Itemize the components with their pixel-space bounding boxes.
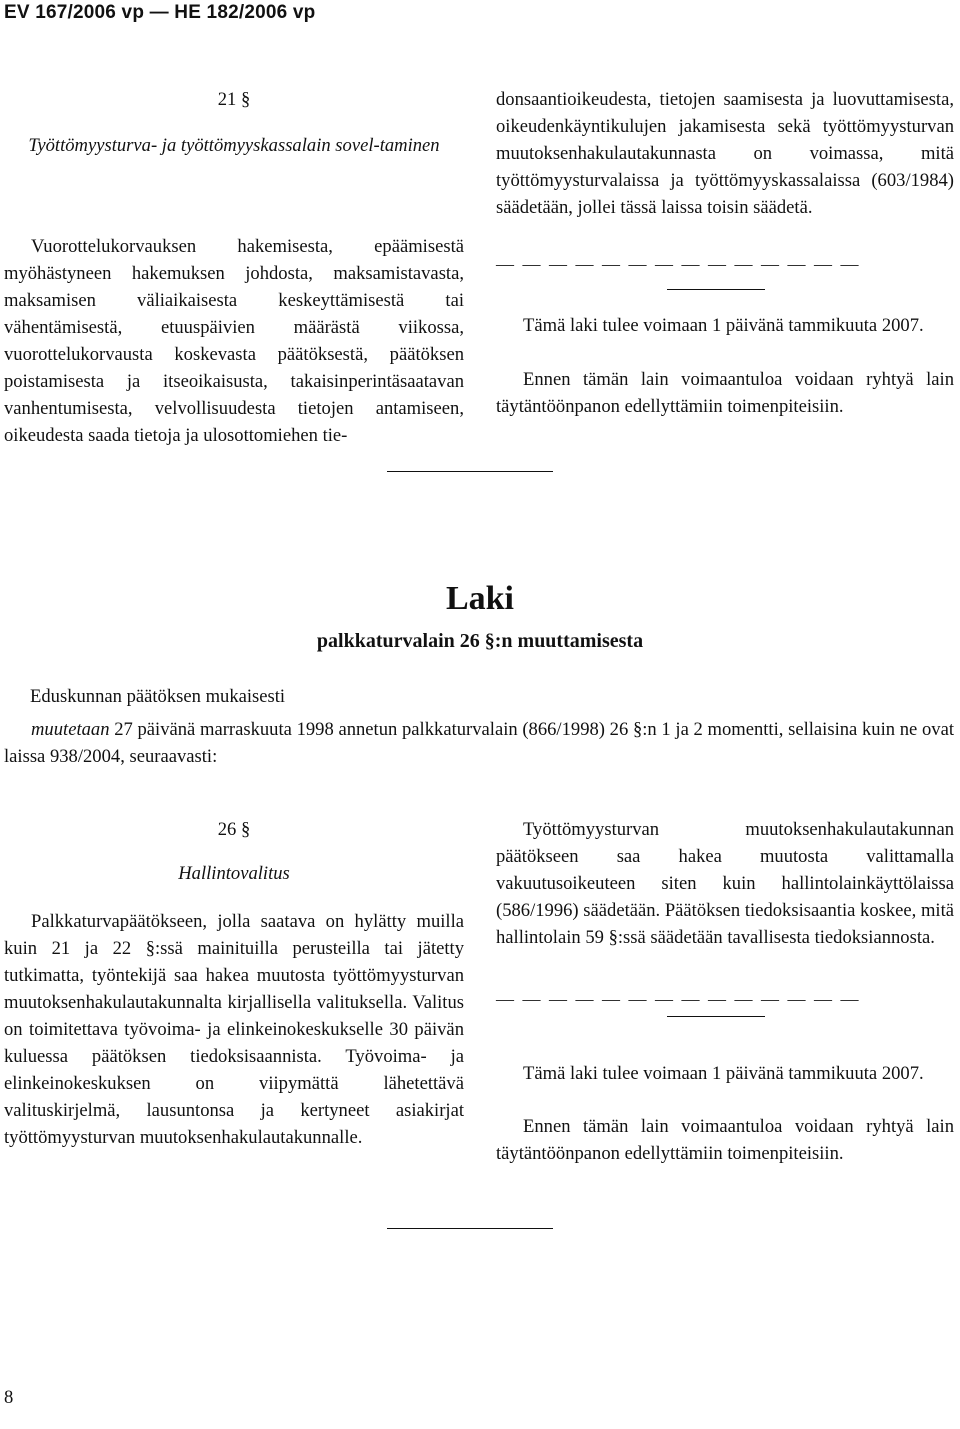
section-26-implementation: Ennen tämän lain voimaantuloa voidaan ryhtyä lain täytäntöönpanon edellyttämiin toimenpiteisiin. [496, 1116, 954, 1164]
section-26-title: Hallintovalitus [178, 863, 290, 884]
section-21-title: Työttömyysturva- ja työttömyyskassalain sovel-taminen [28, 135, 440, 156]
law-subtitle: palkkaturvalain 26 §:n muuttamisesta [316, 630, 644, 652]
section-26-number: 26 § [217, 819, 251, 840]
law-amendment [4, 716, 954, 770]
section-21-number: 21 § [217, 89, 251, 110]
section-21-left-text: Vuorottelukorvauksen hakemisesta, epäämisestä myöhästyneen hakemuksen johdosta, maksamistavasta, maksamisen väliaikaisesta keskeyttämisestä tai vähentämisestä, etuuspäivien määrästä viikossa, vuorottelukorvausta koskevasta päätöksestä, päätöksen poistamisesta ja itseoikaisusta, takaisinperintäsaatavan vanhentumisesta, velvollisuudesta tietojen antamiseen, oikeudesta saada tietoja ja ulosottomiehen tie- [4, 236, 464, 446]
section-21-implementation: Ennen tämän lain voimaantuloa voidaan ryhtyä lain täytäntöönpanon edellyttämiin toimenpiteisiin. [496, 369, 954, 417]
separator-rule [387, 471, 553, 472]
section-21-omission-dashes: — — — — — — — — — — — — — — [496, 254, 861, 274]
page-number: 8 [4, 1387, 14, 1408]
section-26-left-text: Palkkaturvapäätökseen, jolla saatava on hylätty muilla kuin 21 ja 22 §:ssä mainituilla perusteilla tai jätetty tutkimatta, työntekijä saa hakea muutosta työttömyysturvan muutoksenhakulautakunnalta kirjallisella valituksella. Valitus on toimitettava työvoima- ja elinkeinokeskukselle 30 päivän kuluessa päätöksen tiedoksisaannista. Työvoima- ja elinkeinokeskuksen on viipymättä lähetettävä valituskirjelmä, lausuntonsa ja kertyneet asiakirjat työttömyysturvan muutoksenhakulautakunnalle. [4, 911, 464, 1148]
section-26-entry-into-force: Tämä laki tulee voimaan 1 päivänä tammikuuta 2007. [523, 1063, 924, 1084]
section-26-short-rule [667, 1016, 765, 1017]
law-amend-text: 27 päivänä marraskuuta 1998 annetun palkkaturvalain (866/1998) 26 §:n 1 ja 2 momentti, sellaisina kuin ne ovat laissa 938/2004, seuraavasti: [4, 719, 954, 767]
law-intro: Eduskunnan päätöksen mukaisesti [30, 686, 286, 707]
section-21-short-rule [667, 289, 765, 290]
section-26-right-text: Työttömyysturvan muutoksenhakulautakunnan päätökseen saa hakea muutosta valittamalla vakuutusoikeuteen siten kuin hallintolainkäyttölaissa (586/1996) säädetään. Päätöksen tiedoksisaantia koskee, mitä hallintolain 59 §:ssä säädetään tavallisesta tiedoksiannosta. [496, 819, 954, 948]
law-title: Laki [445, 580, 515, 617]
separator-rule-bottom [387, 1228, 553, 1229]
section-26-omission-dashes: — — — — — — — — — — — — — — [496, 989, 861, 1009]
section-21-entry-into-force: Tämä laki tulee voimaan 1 päivänä tammikuuta 2007. [523, 315, 924, 336]
law-amend-verb: muutetaan [31, 719, 110, 740]
section-21-right-text: donsaantioikeudesta, tietojen saamisesta ja luovuttamisesta, oikeudenkäyntikulujen jakamisesta sekä työttömyysturvan muutoksenhakulautakunnasta on voimassa, mitä työttömyysturvalaissa ja työttömyyskassalaissa (603/1984) säädetään, jollei tässä laissa toisin säädetä. [496, 89, 954, 218]
page-header: EV 167/2006 vp — HE 182/2006 vp [4, 2, 316, 23]
